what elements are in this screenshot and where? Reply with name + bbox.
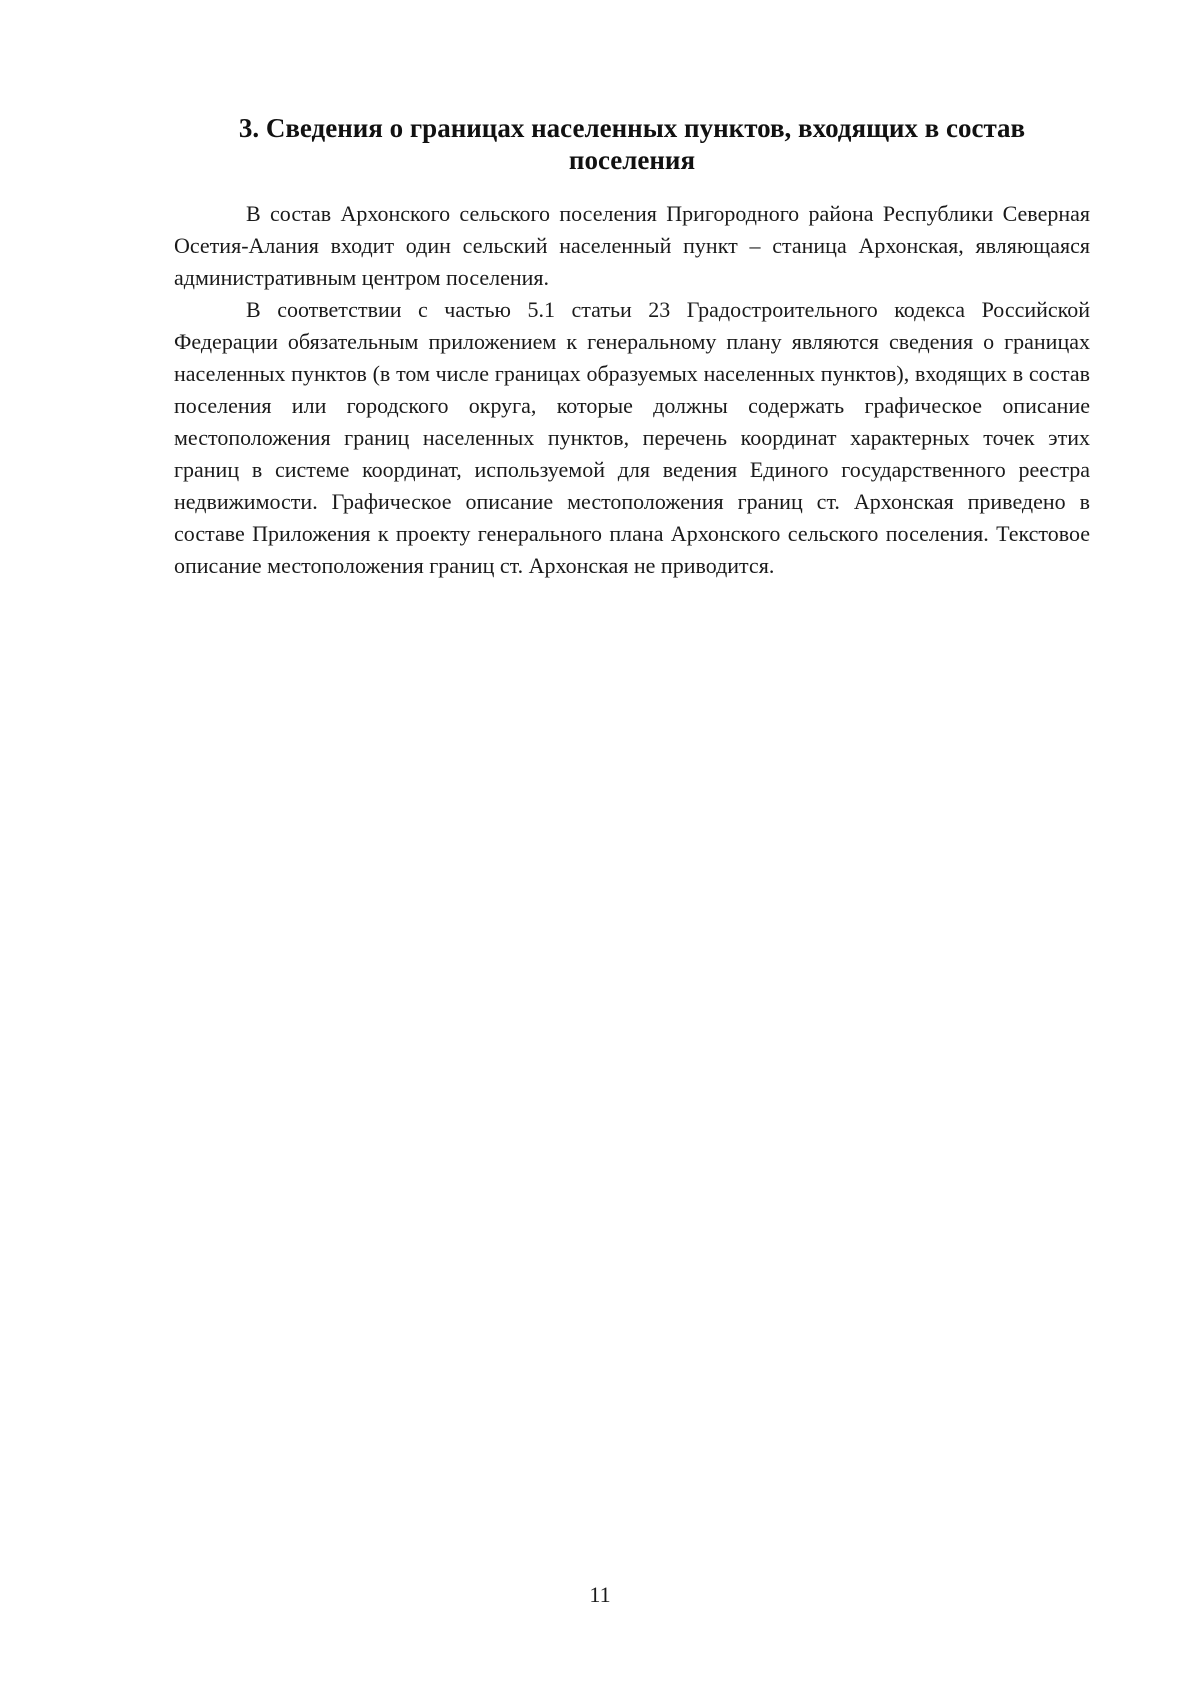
section-title: 3. Сведения о границах населенных пунктов, входящих в состав поселения (238, 113, 1026, 175)
page-content (174, 112, 1090, 582)
paragraph-composition: В состав Архонского сельского поселения Пригородного района Республики Северная Осетия-Алания входит один сельский населенный пункт – станица Архонская, являющаяся административным центром поселения. (174, 201, 1090, 290)
paragraph-legal-requirements: В соответствии с частью 5.1 статьи 23 Градостроительного кодекса Российской Федерации обязательным приложением к генеральному плану являются сведения о границах населенных пунктов (в том числе границах образуемых населенных пунктов), входящих в состав поселения или городского округа, которые должны содержать графическое описание местоположения границ населенных пунктов, перечень координат характерных точек этих границ в системе координат, используемой для ведения Единого государственного реестра недвижимости. Графическое описание местоположения границ ст. Архонская приведено в составе Приложения к проекту генерального плана Архонского сельского поселения. Текстовое описание местоположения границ ст. Архонская не приводится. (174, 297, 1090, 578)
page-number: 11 (589, 1582, 611, 1607)
